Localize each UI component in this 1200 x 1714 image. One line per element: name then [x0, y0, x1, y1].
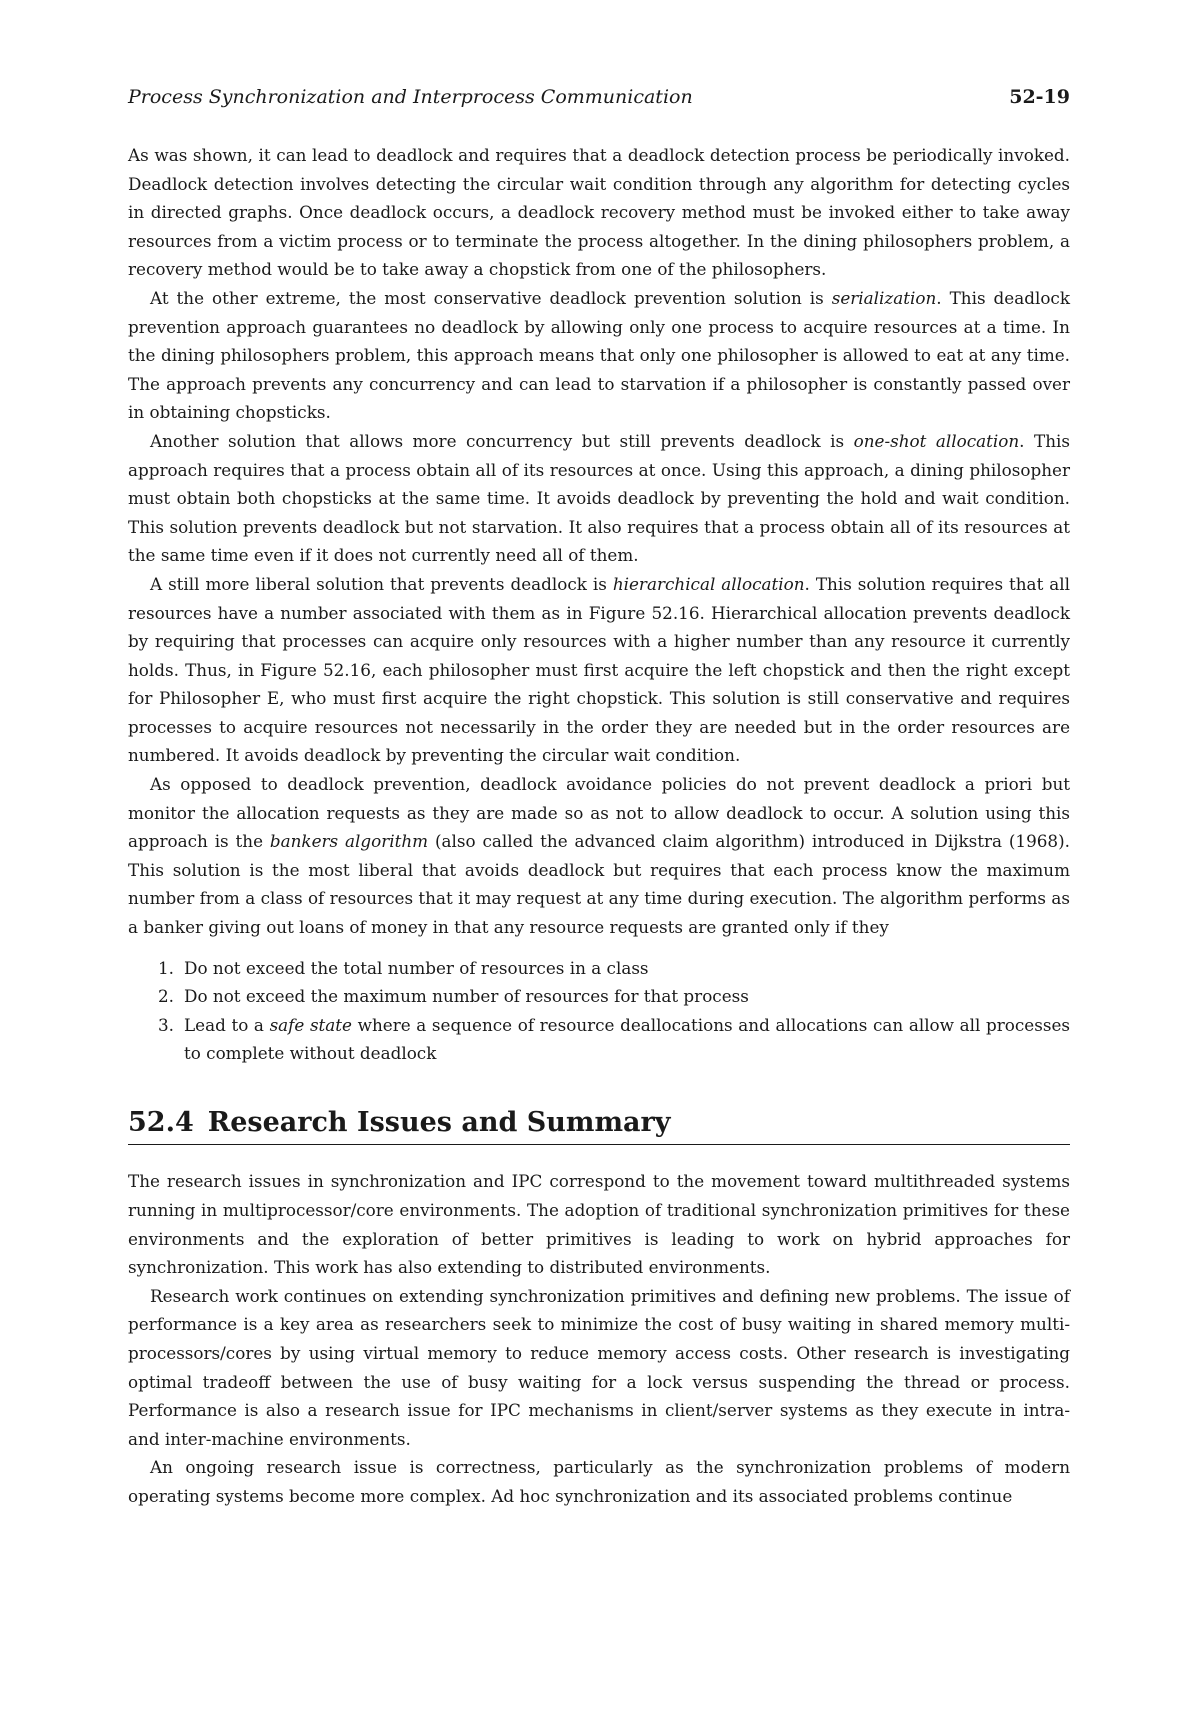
body-text [128, 141, 1070, 942]
paragraph-3-text-b: . This approach requires that a process obtain all of its resources at once. Using this approach, a dining philosopher must obtain both chopsticks at the same time. It avoids deadlock by preventing the hold and wait condition. This solution prevents deadlock but not starvation. It also requires that a process obtain all of its resources at the same time even if it does not currently need all of them. [128, 430, 1070, 566]
paragraph-2-text-a: At the other extreme, the most conservative deadlock prevention solution is [150, 287, 832, 308]
term-bankers-algorithm: bankers algorithm [269, 831, 429, 852]
list-item-number: 3. [158, 1014, 175, 1035]
list-item [128, 1011, 1070, 1068]
paragraph-5 [128, 770, 1070, 942]
list-item-text: Do not exceed the maximum number of resources for that process [184, 986, 749, 1007]
paragraph-4 [128, 570, 1070, 770]
paragraph-5-text-b: (also called the advanced claim algorithm) introduced in Dijkstra (1968). This solution is the most liberal that avoids deadlock but requires that each process know the maximum number from a class of resources that it may request at any time during execution. The algorithm performs as a banker giving out loans of money in that any resource requests are granted only if they [128, 831, 1070, 938]
list-item [128, 954, 1070, 983]
paragraph-4-text-b: . This solution requires that all resources have a number associated with them as in Figure 52.16. Hierarchical allocation prevents deadlock by requiring that processes can acquire only resources with a higher number than any resource it currently holds. Thus, in Figure 52.16, each philosopher must first acquire the left chopstick and then the right except for Philosopher E, who must first acquire the right chopstick. This solution is still conservative and requires processes to acquire resources not necessarily in the order they are needed but in the order resources are numbered. It avoids deadlock by preventing the circular wait condition. [128, 573, 1070, 766]
list-item-number: 2. [158, 986, 175, 1007]
list-item-text: Do not exceed the total number of resources in a class [184, 957, 649, 978]
page-number: 52-19 [1009, 86, 1070, 108]
running-title: Process Synchronization and Interprocess Communication [128, 86, 693, 108]
running-header [128, 86, 1070, 122]
paragraph-3 [128, 427, 1070, 570]
paragraph-2-text-b: . This deadlock prevention approach guarantees no deadlock by allowing only one process to acquire resources at a time. In the dining philosophers problem, this approach means that only one philosopher is allowed to eat at any time. The approach prevents any concurrency and can lead to starvation if a philosopher is constantly passed over in obtaining chopsticks. [128, 287, 1070, 423]
section-paragraph-2: Research work continues on extending synchronization primitives and defining new problems. The issue of performance is a key area as researchers seek to minimize the cost of busy waiting in shared memory multi-processors/cores by using virtual memory to reduce memory access costs. Other research is investigating optimal tradeoff between the use of busy waiting for a lock versus suspending the thread or process. Performance is also a research issue for IPC mechanisms in client/server systems as they execute in intra- and inter-machine environments. [128, 1285, 1070, 1449]
paragraph-3-text-a: Another solution that allows more concurrency but still prevents deadlock is [150, 430, 854, 451]
section-body [128, 1167, 1070, 1510]
section-paragraph-1: The research issues in synchronization and IPC correspond to the movement toward multithreaded systems running in multiprocessor/core environments. The adoption of traditional synchronization primitives for these environments and the exploration of better primitives is leading to work on hybrid approaches for synchronization. This work has also extending to distributed environments. [128, 1171, 1070, 1278]
paragraph-2 [128, 284, 1070, 427]
term-serialization: serialization [831, 287, 937, 308]
list-item-text-a: Lead to a [184, 1014, 270, 1035]
section-paragraph-3: An ongoing research issue is correctness, particularly as the synchronization problems of modern operating systems become more complex. Ad hoc synchronization and its associated problems continue [128, 1457, 1070, 1506]
paragraph-5-text-a: As opposed to deadlock prevention, deadlock avoidance policies do not prevent deadlock a priori but monitor the allocation requests as they are made so as not to allow deadlock to occur. A solution using this approach is the [128, 774, 1070, 852]
conditions-list [128, 954, 1070, 1068]
section-heading [128, 1104, 1070, 1145]
term-one-shot-allocation: one-shot allocation [853, 430, 1020, 451]
section-number: 52.4 [128, 1107, 194, 1138]
section-title: Research Issues and Summary [207, 1107, 671, 1138]
list-item-text-b: where a sequence of resource deallocations and allocations can allow all processes to complete without deadlock [184, 1014, 1070, 1064]
paragraph-1: As was shown, it can lead to deadlock and requires that a deadlock detection process be periodically invoked. Deadlock detection involves detecting the circular wait condition through any algorithm for detecting cycles in directed graphs. Once deadlock occurs, a deadlock recovery method must be invoked either to take away resources from a victim process or to terminate the process altogether. In the dining philosophers problem, a recovery method would be to take away a chopstick from one of the philosophers. [128, 145, 1070, 280]
list-item-number: 1. [158, 957, 175, 978]
term-safe-state: safe state [269, 1014, 352, 1035]
paragraph-4-text-a: A still more liberal solution that prevents deadlock is [150, 573, 613, 594]
list-item [128, 982, 1070, 1011]
term-hierarchical-allocation: hierarchical allocation [612, 573, 805, 594]
document-page [128, 86, 1070, 1511]
